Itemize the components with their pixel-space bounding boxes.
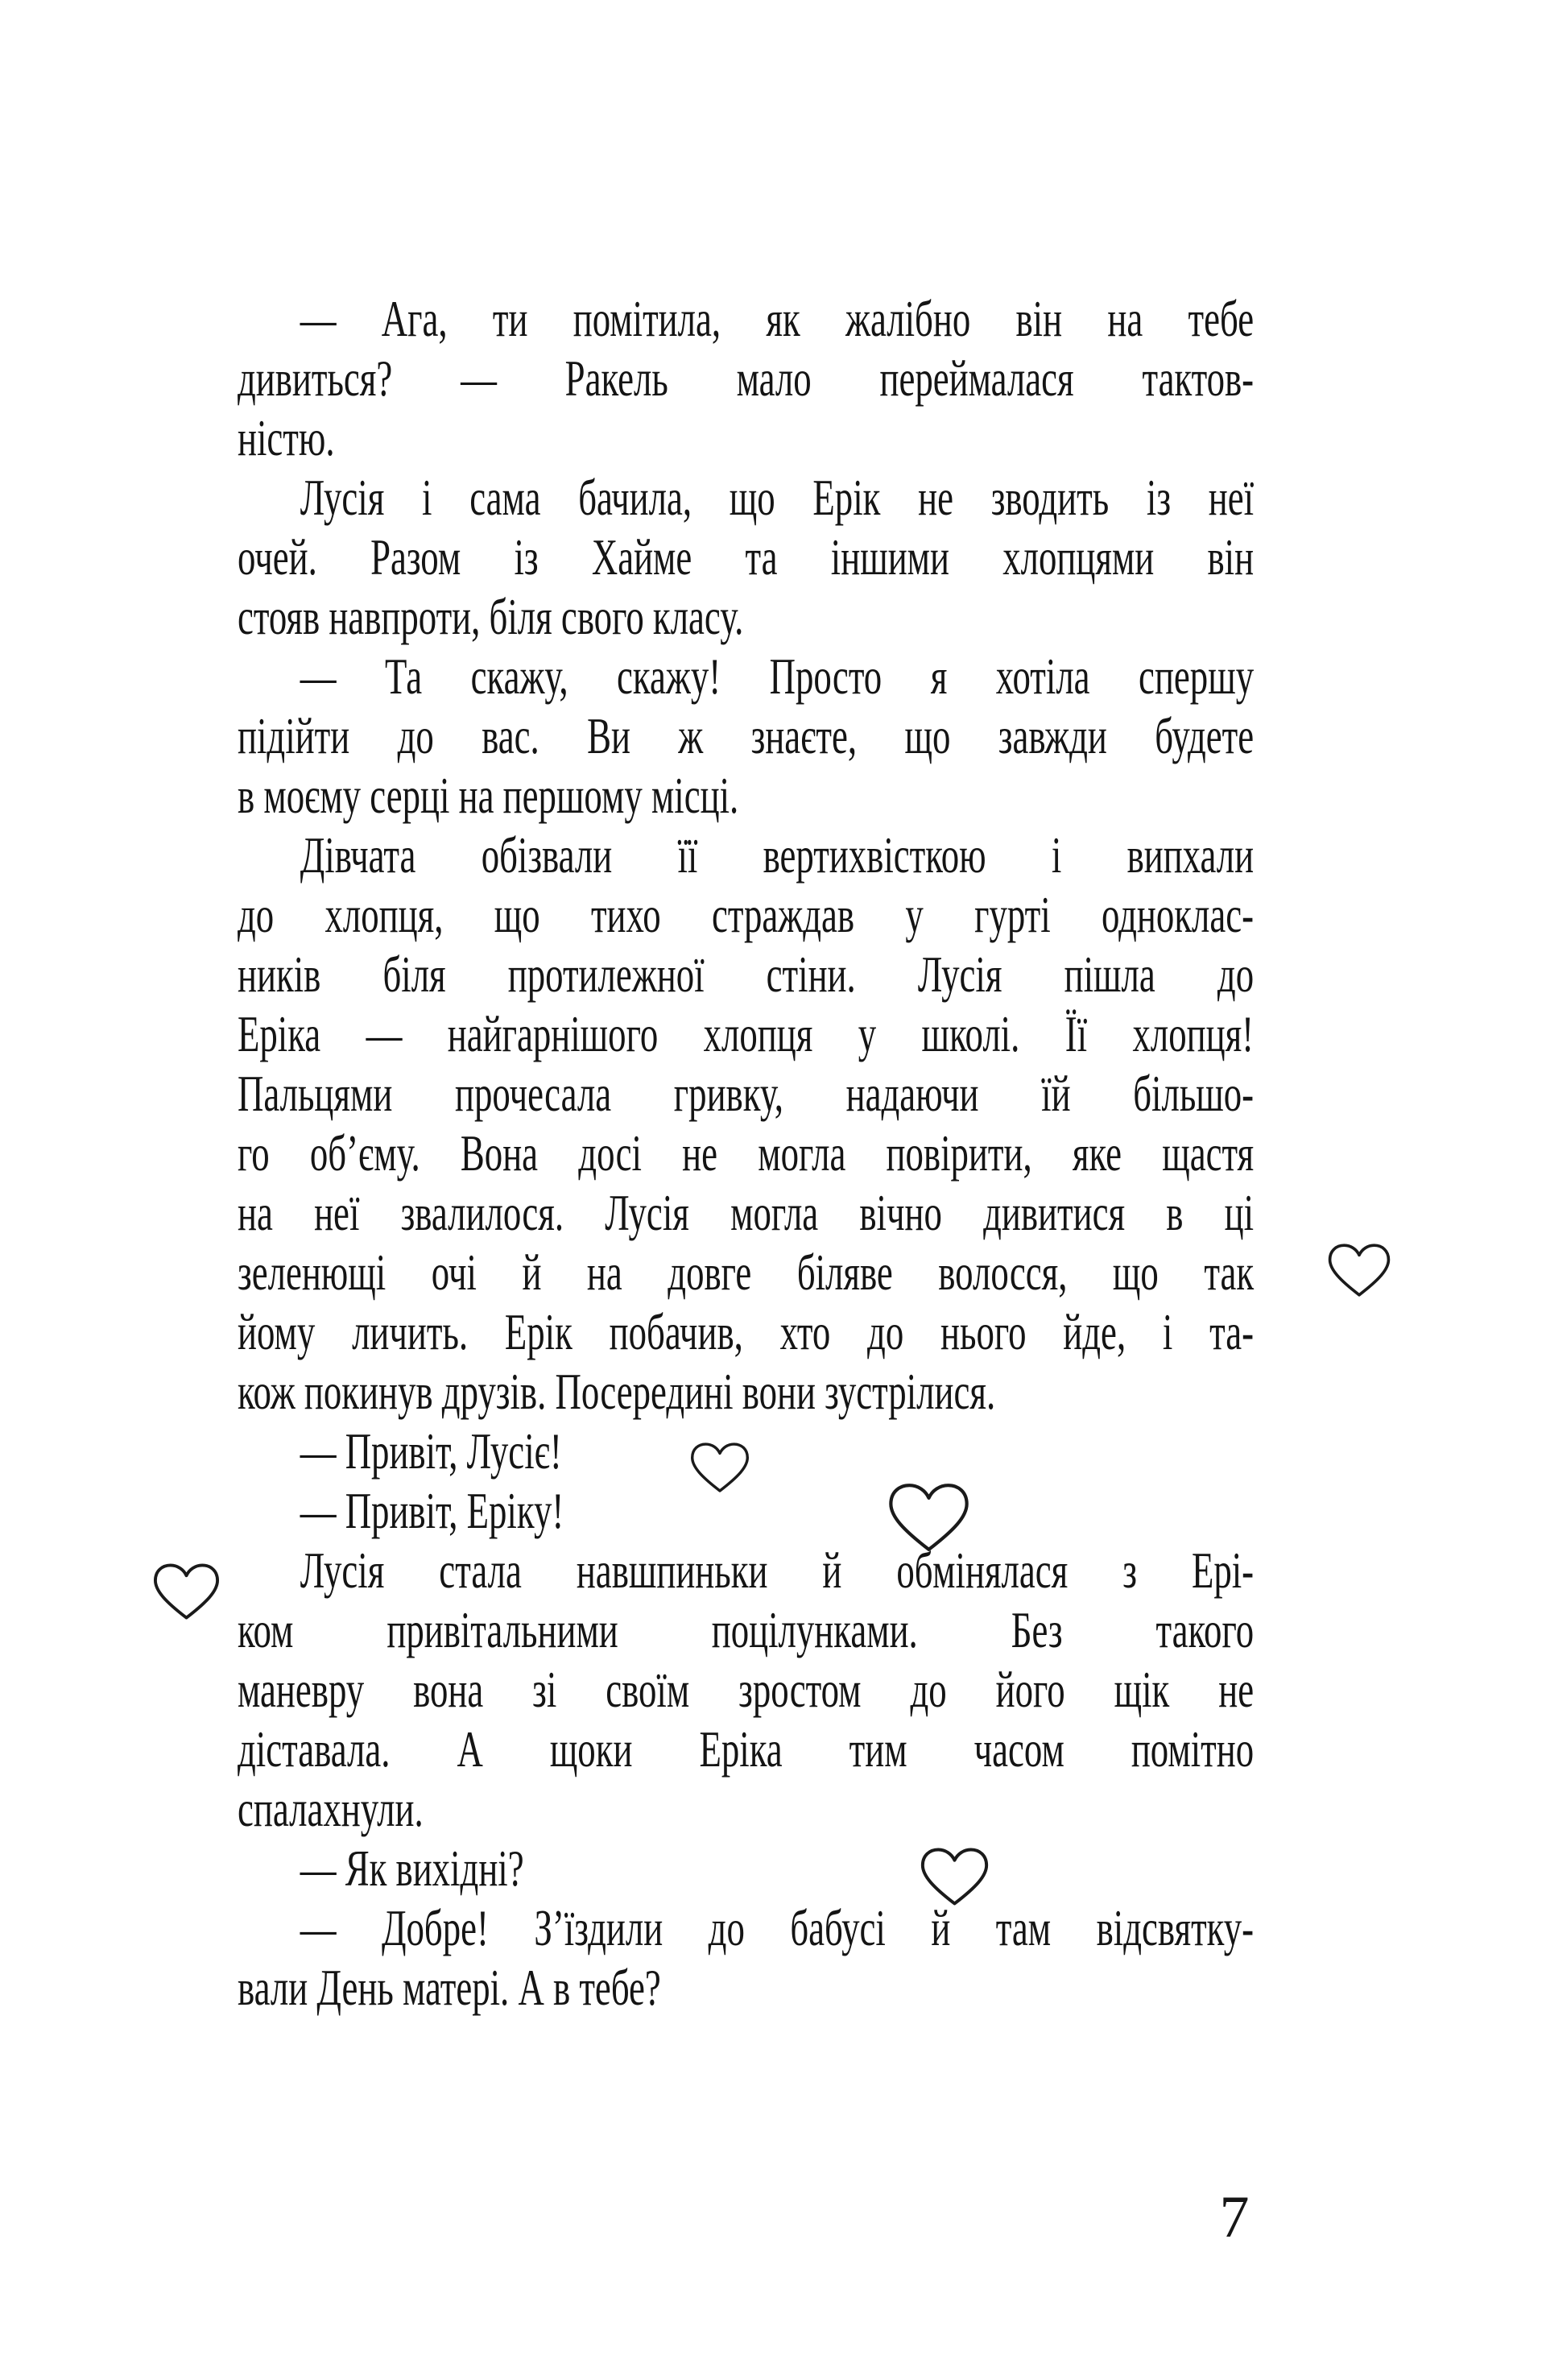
page-number: 7 — [1219, 2184, 1250, 2250]
text-line: — Привіт, Лусіє! — [300, 1422, 562, 1480]
text-block — [238, 289, 1254, 2018]
heart-icon — [882, 1482, 976, 1553]
text-line: Пальцями прочесала гривку, надаючи їй більшо- — [238, 1065, 1255, 1122]
text-line: ком привітальними поцілунками. Без такого — [238, 1601, 1255, 1658]
text-line: Лусія і сама бачила, що Ерік не зводить із неї — [300, 469, 1255, 526]
text-line: ників біля протилежної стіни. Лусія пішла до — [238, 946, 1255, 1003]
heart-icon — [687, 1442, 753, 1493]
text-line: вали День матері. А в тебе? — [238, 1959, 661, 2016]
text-line: го об’єму. Вона досі не могла повірити, яке щастя — [238, 1124, 1255, 1182]
text-line: Лусія стала навшпиньки й обмінялася з Ері- — [300, 1542, 1255, 1599]
text-line: — Як вихідні? — [300, 1840, 524, 1897]
heart-icon — [1325, 1243, 1394, 1298]
text-line: стояв навпроти, біля свого класу. — [238, 588, 744, 645]
text-line: маневру вона зі своїм зростом до його щік не — [238, 1661, 1255, 1718]
text-line: до хлопця, що тихо страждав у гурті одноклас- — [238, 886, 1255, 943]
text-line: ністю. — [238, 409, 335, 466]
text-line: йому личить. Ерік побачив, хто до нього йде, і та- — [238, 1303, 1255, 1360]
text-line: зеленющі очі й на довге біляве волосся, що так — [238, 1244, 1255, 1301]
text-line: — Та скажу, скажу! Просто я хотіла спершу — [300, 648, 1255, 705]
text-line: Дівчата обізвали її вертихвісткою і випхали — [300, 826, 1255, 884]
text-line: Еріка — найгарнішого хлопця у школі. Її хлопця! — [238, 1005, 1255, 1062]
text-line: спалахнули. — [238, 1780, 424, 1837]
text-line: підійти до вас. Ви ж знаєте, що завжди будете — [238, 707, 1255, 764]
text-line: в моєму серці на першому місці. — [238, 767, 739, 824]
text-line: кож покинув друзів. Посередині вони зустрілися. — [238, 1363, 996, 1420]
text-line: — Привіт, Еріку! — [300, 1482, 564, 1539]
text-line: на неї звалилося. Лусія могла вічно дивитися в ці — [238, 1184, 1255, 1241]
text-line: — Ага, ти помітила, як жалібно він на тебе — [300, 290, 1255, 347]
text-line: дивиться? — Ракель мало переймалася тактов- — [238, 350, 1255, 407]
text-line: очей. Разом із Хайме та іншими хлопцями він — [238, 528, 1255, 586]
heart-icon — [916, 1847, 993, 1906]
text-line: — Добре! З’їздили до бабусі й там відсвятку- — [300, 1899, 1255, 1956]
heart-icon — [149, 1563, 224, 1620]
text-line: діставала. А щоки Еріка тим часом помітно — [238, 1720, 1255, 1778]
